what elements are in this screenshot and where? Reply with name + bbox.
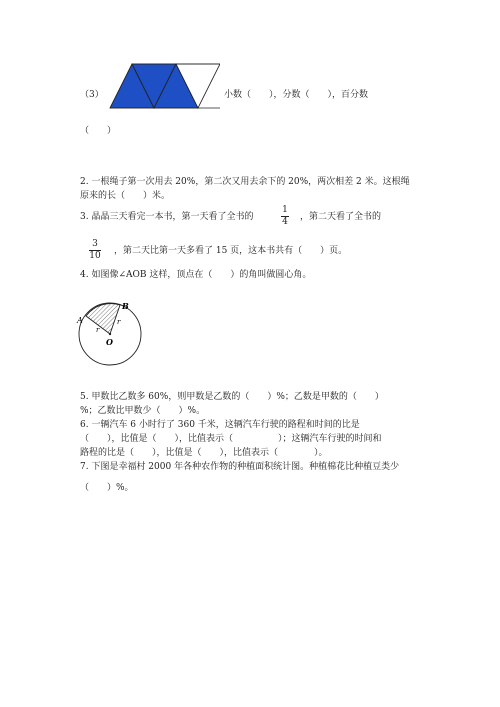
q6-line3: 路程的比是（ ），比值是（ ），比值表示（ ）。 — [80, 448, 328, 458]
q3-label: （3） — [80, 90, 104, 100]
q3-answer-blank: （ ） — [80, 126, 117, 136]
label-a: A — [77, 316, 83, 325]
fraction-2-denominator: 10 — [89, 251, 101, 261]
fraction-one-quarter — [280, 205, 290, 228]
label-o: O — [106, 337, 113, 347]
circle-central-angle-figure — [76, 300, 156, 370]
q2-line1: 2. 一根绳子第一次用去 20%，第二次又用去余下的 20%，两次相差 2 米。这根绳 — [80, 177, 410, 187]
q5-line2: %；乙数比甲数少（ ）%。 — [80, 406, 206, 416]
q5-line1: 5. 甲数比乙数多 60%，则甲数是乙数的（ ）%；乙数是甲数的（ ） — [80, 392, 384, 402]
q6-line2: （ ），比值是（ ），比值表示（ ）；这辆汽车行驶的时间和 — [80, 434, 382, 444]
q3-text: 小数（ ），分数（ ），百分数 — [224, 90, 369, 100]
fraction-1-numerator: 1 — [282, 205, 288, 215]
label-r-right: r — [117, 318, 121, 326]
q3b-part2: ，第二天看了全书的 — [300, 212, 382, 222]
label-b: B — [122, 301, 129, 311]
q7-line1: 7. 下图是幸福村 2000 年各种农作物的种植面积统计图。种植棉花比种植豆类少 — [80, 462, 400, 472]
center-point — [109, 333, 111, 335]
q2-line2: 原来的长（ ）米。 — [80, 191, 171, 201]
q3b-part3: ，第二天比第一天多看了 15 页，这本书共有（ ）页。 — [114, 246, 348, 256]
q7-line2: （ ）%。 — [80, 483, 134, 493]
q3b-part1: 3. 晶晶三天看完一本书，第一天看了全书的 — [80, 212, 254, 222]
sector-shaded — [86, 304, 120, 334]
triangle-strip-figure — [108, 62, 220, 110]
fraction-2-numerator: 3 — [92, 239, 98, 249]
fraction-three-tenths — [88, 239, 102, 262]
q6-line1: 6. 一辆汽车 6 小时行了 360 千米，这辆汽车行驶的路程和时间的比是 — [80, 420, 360, 430]
q4-text: 4. 如图像∠AOB 这样，顶点在（ ）的角叫做圆心角。 — [80, 270, 312, 280]
label-r-left: r — [96, 326, 100, 334]
fraction-1-denominator: 4 — [282, 217, 288, 227]
